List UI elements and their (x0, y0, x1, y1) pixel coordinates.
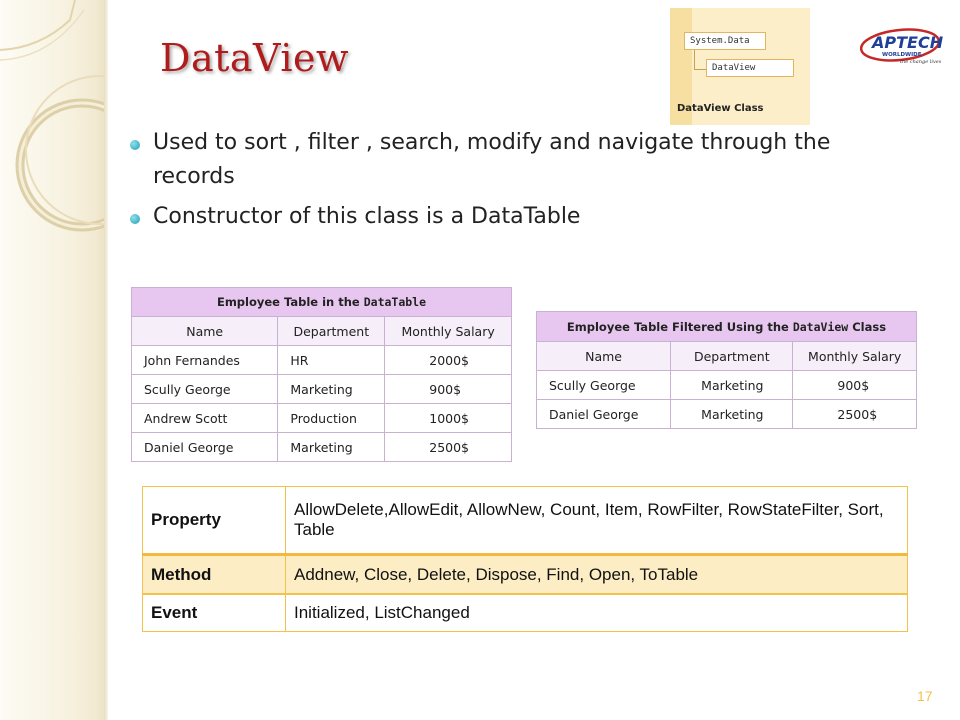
column-header: Name (537, 342, 671, 371)
page-number: 17 (917, 688, 933, 704)
member-kind: Event (143, 594, 286, 632)
class-parent-box: System.Data (684, 32, 766, 50)
filtered-table-caption: Employee Table Filtered Using the DataView Class (537, 312, 917, 342)
column-header: Name (132, 317, 278, 346)
column-header: Monthly Salary (793, 342, 917, 371)
table-row (143, 594, 908, 632)
column-header: Monthly Salary (385, 317, 512, 346)
aptech-logo (860, 28, 952, 68)
decorative-side-panel (0, 0, 108, 720)
employee-datatable (131, 287, 512, 462)
bullet-icon (130, 140, 140, 150)
bullet-item: Constructor of this class is a DataTable (130, 200, 890, 234)
page-title: DataView (160, 36, 349, 80)
svg-text:the change lives: the change lives (900, 59, 942, 65)
table-row: Scully George Marketing 900$ (132, 375, 512, 404)
class-child-box: DataView (706, 59, 794, 77)
bullet-item: Used to sort , filter , search, modify and navigate through the records (130, 126, 890, 194)
filtered-dataview-table (536, 311, 917, 429)
bullet-list (130, 126, 890, 240)
member-values: AllowDelete,AllowEdit, AllowNew, Count, Item, RowFilter, RowStateFilter, Sort, Table (286, 487, 908, 555)
column-header: Department (278, 317, 385, 346)
table-row: Scully George Marketing 900$ (537, 371, 917, 400)
column-header: Department (671, 342, 793, 371)
employee-table-caption: Employee Table in the DataTable (132, 288, 512, 317)
dataview-members-table (142, 486, 908, 632)
table-row: Andrew Scott Production 1000$ (132, 404, 512, 433)
table-row: Daniel George Marketing 2500$ (537, 400, 917, 429)
decorative-rings (0, 0, 108, 720)
table-row (143, 487, 908, 555)
member-kind: Method (143, 555, 286, 595)
bullet-icon (130, 214, 140, 224)
class-diagram-caption: DataView Class (677, 103, 764, 114)
member-kind: Property (143, 487, 286, 555)
member-values: Initialized, ListChanged (286, 594, 908, 632)
svg-text:APTECH: APTECH (872, 33, 944, 52)
svg-text:WORLDWIDE: WORLDWIDE (882, 52, 922, 58)
table-row (143, 555, 908, 595)
table-row: Daniel George Marketing 2500$ (132, 433, 512, 462)
table-row: John Fernandes HR 2000$ (132, 346, 512, 375)
member-values: Addnew, Close, Delete, Dispose, Find, Open, ToTable (286, 555, 908, 595)
class-diagram (670, 8, 810, 125)
